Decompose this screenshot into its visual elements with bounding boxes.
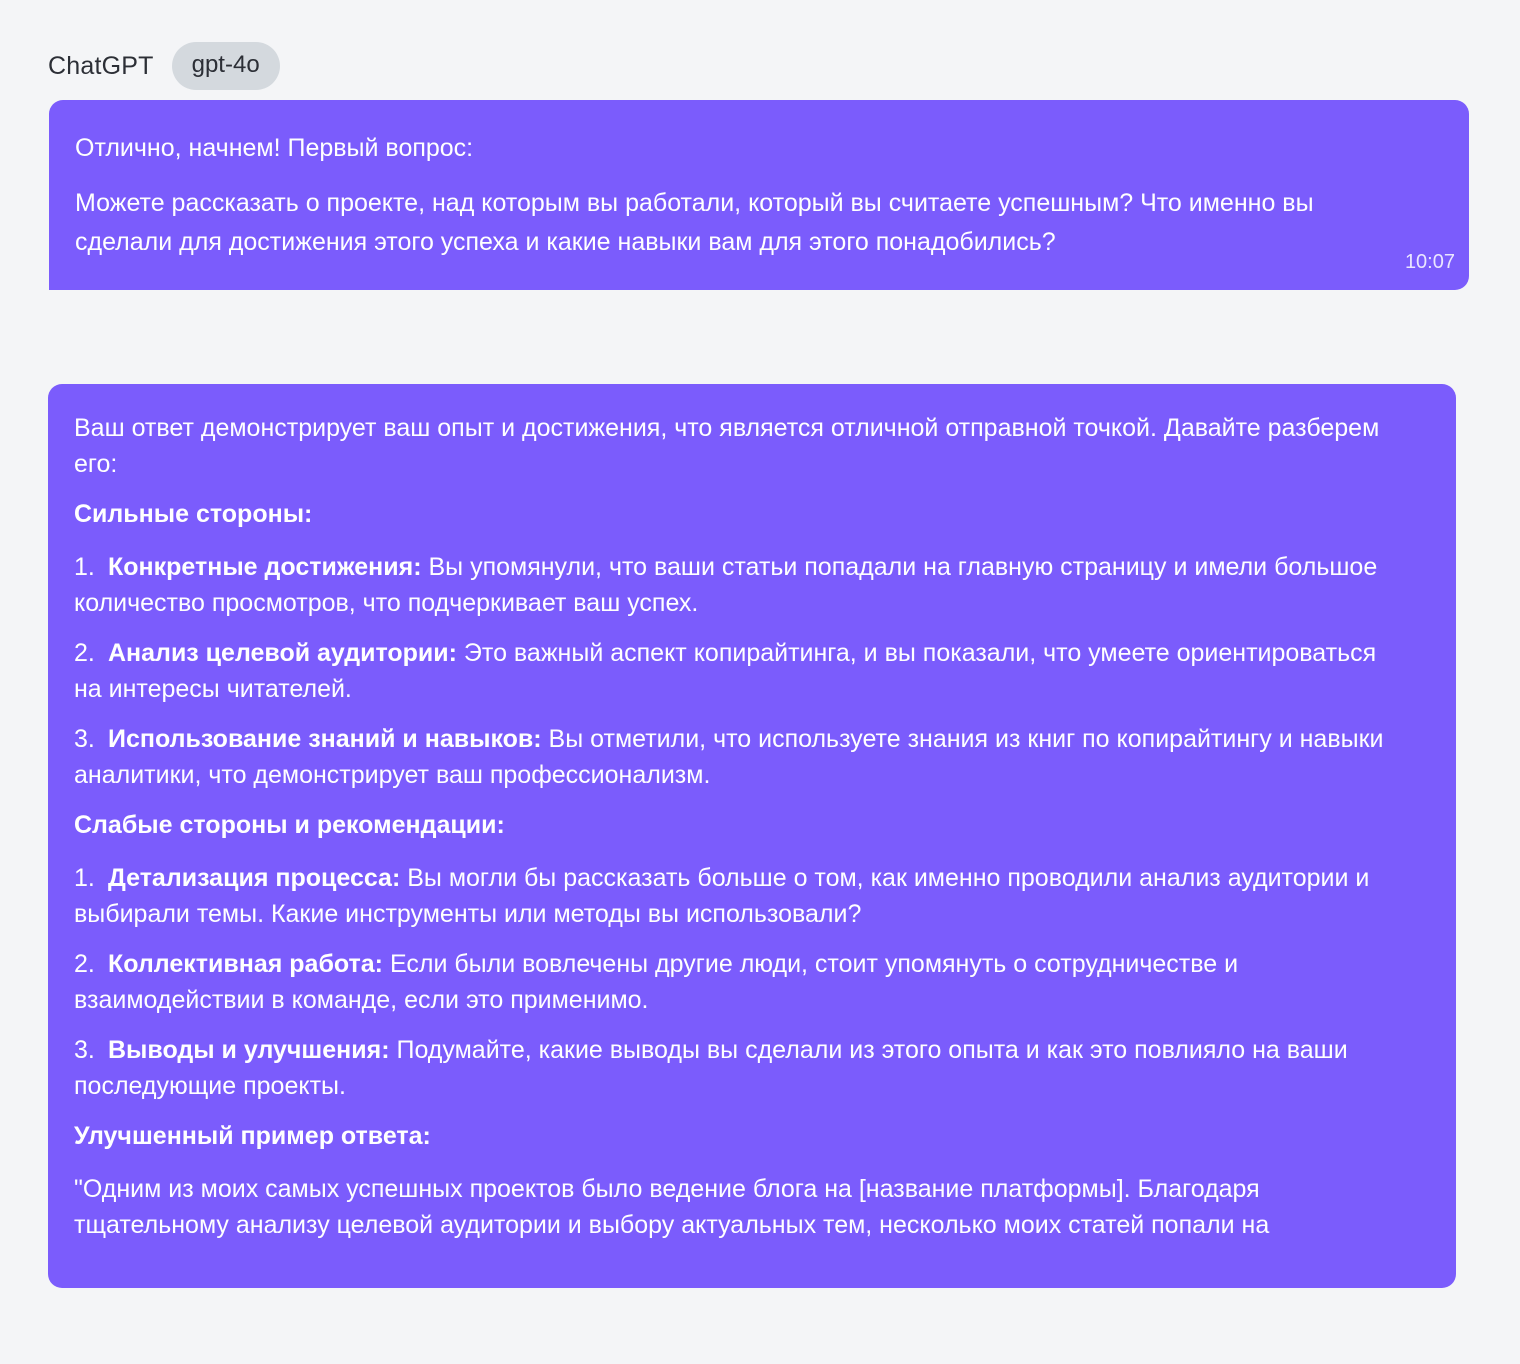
list-number: 2. — [74, 950, 95, 978]
message-body: Можете рассказать о проекте, над которым вы работали, который вы считаете успешным? Что именно вы сделали для достижения этого успеха и какие навыки вам для этого понадобились? — [75, 189, 1314, 256]
weakness-item — [74, 946, 1384, 1018]
list-number: 1. — [74, 553, 95, 581]
weakness-item — [74, 860, 1384, 932]
list-number: 3. — [74, 1036, 95, 1064]
weakness-title: Детализация процесса: — [108, 864, 401, 892]
example-heading: Улучшенный пример ответа: — [74, 1122, 431, 1150]
weaknesses-heading: Слабые стороны и рекомендации: — [74, 811, 505, 839]
feedback-intro: Ваш ответ демонстрирует ваш опыт и достижения, что является отличной отправной точкой. Давайте разберем его: — [74, 414, 1380, 478]
assistant-message-feedback — [48, 384, 1456, 1288]
weakness-item — [74, 1032, 1384, 1104]
assistant-message-question — [49, 100, 1469, 290]
list-number: 3. — [74, 725, 95, 753]
message-timestamp: 10:07 — [1404, 251, 1455, 273]
strength-item — [74, 549, 1384, 621]
weakness-title: Выводы и улучшения: — [108, 1036, 390, 1064]
strength-text: Это важный аспект копирайтинга, и вы показали, что умеете ориентироваться на интересы читателей. — [74, 639, 1377, 703]
weakness-text: Подумайте, какие выводы вы сделали из этого опыта и как это повлияло на ваши последующие проекты. — [74, 1036, 1348, 1100]
strength-title: Анализ целевой аудитории: — [108, 639, 457, 667]
strength-text: Вы отметили, что используете знания из книг по копирайтингу и навыки аналитики, что демонстрирует ваш профессионализм. — [74, 725, 1384, 789]
weakness-text: Вы могли бы рассказать больше о том, как именно проводили анализ аудитории и выбирали темы. Какие инструменты или методы вы использовали? — [74, 864, 1370, 928]
strength-text: Вы упомянули, что ваши статьи попадали на главную страницу и имели большое количество просмотров, что подчеркивает ваш успех. — [74, 553, 1378, 617]
strength-title: Конкретные достижения: — [108, 553, 422, 581]
strength-title: Использование знаний и навыков: — [108, 725, 542, 753]
model-badge: gpt-4o — [172, 42, 280, 90]
list-number: 2. — [74, 639, 95, 667]
list-number: 1. — [74, 864, 95, 892]
sender-name: ChatGPT — [48, 51, 154, 80]
example-text: "Одним из моих самых успешных проектов было ведение блога на [название платформы]. Благодаря тщательному анализу целевой аудитории и выбору актуальных тем, несколько моих статей попали на — [74, 1175, 1270, 1239]
strengths-heading: Сильные стороны: — [74, 500, 313, 528]
weakness-text: Если были вовлечены другие люди, стоит упомянуть о сотрудничестве и взаимодействии в команде, если это применимо. — [74, 950, 1239, 1014]
chat-header — [48, 42, 280, 90]
strength-item — [74, 721, 1384, 793]
weakness-title: Коллективная работа: — [108, 950, 384, 978]
strength-item — [74, 635, 1384, 707]
message-intro: Отлично, начнем! Первый вопрос: — [75, 134, 474, 162]
